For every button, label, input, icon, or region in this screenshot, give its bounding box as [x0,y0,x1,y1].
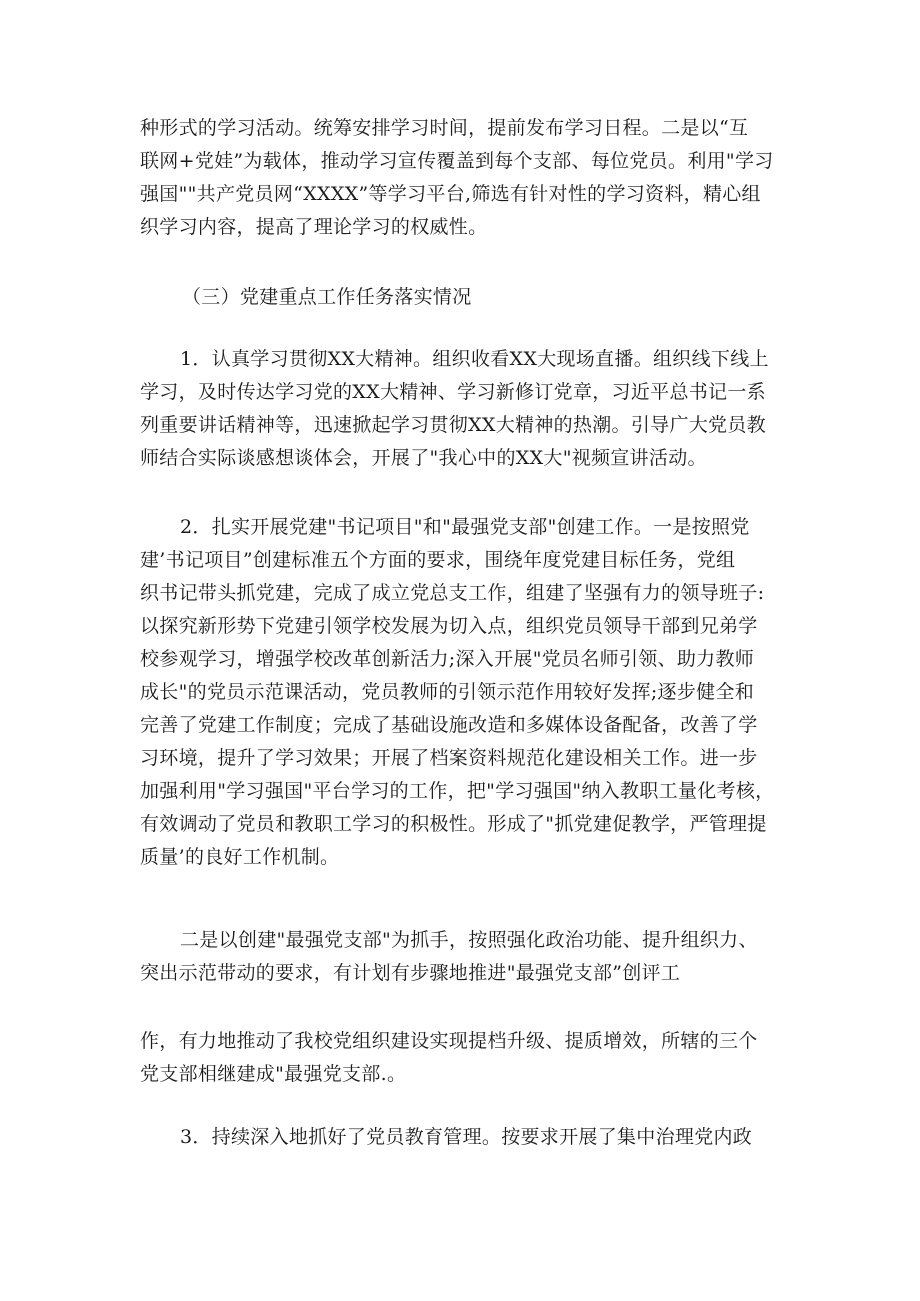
text-line: 织学习内容，提高了理论学习的权威性。 [140,216,488,238]
text-line: 种形式的学习活动。统筹安排学习时间，提前发布学习日程。二是以“互 [140,117,749,139]
text-line: 习环境，提升了学习效果；开展了档案资料规范化建设相关工作。进一步 [140,747,758,769]
paragraph-item-3 [140,1121,790,1154]
section-heading [182,281,832,314]
text-line: 党支部相继建成"最强党支部.。 [140,1063,407,1085]
text-line: 建’书记项目”创建标准五个方面的要求，围绕年度党建目标任务，党组 [140,549,736,571]
text-line: 质量’的良好工作机制。 [140,846,340,868]
paragraph-strongest-branch [140,924,790,990]
text-line: 加强利用"学习强国"平台学习的工作，把"学习强国"纳入教职工量化考核， [140,780,775,802]
paragraph-study-activities [140,112,790,244]
paragraph-continuation [140,1025,790,1091]
text-line: 1．认真学习贯彻XX大精神。组织收看XX大现场直播。组织线下线上 [180,348,769,370]
paragraph-item-1 [140,343,790,475]
text-line: 成长"的党员示范课活动，党员教师的引领示范作用较好发挥;逐步健全和 [140,681,755,703]
text-line: 列重要讲话精神等，迅速掀起学习贯彻XX大精神的热潮。引导广大党员教 [140,414,766,436]
text-line: 师结合实际谈感想谈体会，开展了"我心中的XX大"视频宣讲活动。 [140,447,707,469]
text-line: 完善了党建工作制度；完成了基础设施改造和多媒体设备配备，改善了学 [140,714,758,736]
text-line: 二是以创建"最强党支部"为抓手，按照强化政治功能、提升组织力、 [180,929,758,951]
text-line: 织书记带头抓党建，完成了成立党总支工作，组建了坚强有力的领导班子: [140,582,765,604]
section-heading-text: （三）党建重点工作任务落实情况 [182,286,472,308]
text-line: 突出示范带动的要求，有计划有步骤地推进"最强党支部”创评工 [140,962,681,984]
text-line: 联网+党娃”为载体，推动学习宣传覆盖到每个支部、每位党员。利用"学习 [140,150,774,172]
text-line: 2．扎实开展党建"书记项目"和"最强党支部"创建工作。一是按照党 [180,516,750,538]
text-line: 以探究新形势下党建引领学校发展为切入点，组织党员领导干部到兄弟学 [140,615,758,637]
text-line: 学习，及时传达学习党的XX大精神、学习新修订党章，习近平总书记一系 [140,381,766,403]
text-line: 3．持续深入地抓好了党员教育管理。按要求开展了集中治理党内政 [180,1126,753,1148]
text-line: 作，有力地推动了我校党组织建设实现提档升级、提质增效，所辖的三个 [140,1030,758,1052]
text-line: 校参观学习，增强学校改革创新活力;深入开展"党员名师引领、助力教师 [140,648,755,670]
text-line: 有效调动了党员和教职工学习的积极性。形成了"抓党建促教学，严管理提 [140,813,767,835]
paragraph-item-2 [140,511,790,874]
text-line: 强国""共产党员网“XXXX”等学习平台,筛选有针对性的学习资料，精心组 [140,183,761,205]
